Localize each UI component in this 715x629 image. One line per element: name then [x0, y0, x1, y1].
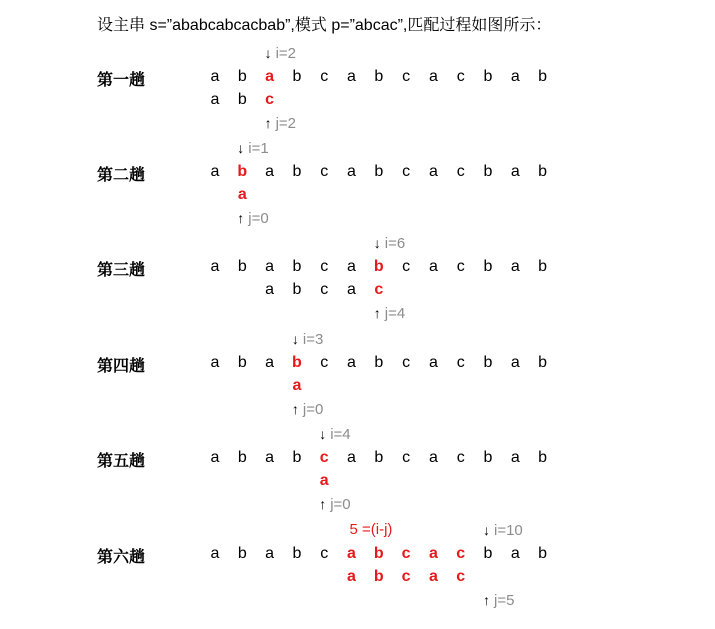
i-marker: [374, 234, 405, 253]
main-char: c: [320, 68, 329, 85]
up-arrow-icon: ↑: [483, 592, 490, 608]
up-arrow-icon: ↑: [237, 210, 245, 226]
j-marker-text: j=0: [248, 210, 269, 227]
main-char: b: [538, 449, 548, 466]
down-arrow-icon: ↓: [264, 45, 272, 61]
main-char: a: [210, 258, 220, 275]
main-char: b: [237, 545, 247, 562]
main-char: c: [402, 449, 411, 466]
main-char: a: [210, 163, 220, 180]
main-char: a: [347, 449, 356, 466]
down-arrow-icon: ↓: [373, 235, 381, 251]
pattern-char: b: [237, 91, 247, 108]
up-arrow-icon: ↑: [319, 496, 327, 512]
j-marker: [483, 591, 514, 610]
i-marker-text: i=2: [275, 45, 297, 62]
pass-label: 第四趟: [97, 358, 146, 375]
j-marker: [237, 209, 268, 228]
main-char: b: [292, 163, 302, 180]
j-marker: [265, 114, 296, 133]
main-char: c: [401, 545, 411, 562]
main-char: c: [456, 258, 465, 275]
main-char: b: [292, 68, 302, 85]
pattern-char: a: [319, 472, 329, 489]
main-char: a: [265, 449, 275, 466]
main-char: b: [483, 258, 493, 275]
main-char: a: [210, 449, 220, 466]
i-marker: [237, 139, 268, 158]
main-char: a: [510, 163, 520, 180]
main-char: c: [319, 449, 329, 466]
main-char: c: [320, 258, 329, 275]
j-marker: [374, 304, 405, 323]
pattern-char: a: [237, 186, 247, 203]
main-char: a: [510, 449, 520, 466]
main-char: c: [402, 354, 411, 371]
pass-label: 第三趟: [97, 262, 146, 279]
main-char: c: [402, 68, 411, 85]
main-char: b: [237, 449, 247, 466]
main-char: a: [265, 68, 275, 85]
j-marker: [292, 400, 323, 419]
i-marker-text: i=6: [384, 235, 406, 252]
pattern-char: a: [347, 281, 356, 298]
main-char: a: [210, 354, 220, 371]
main-char: b: [538, 258, 548, 275]
pattern-char: a: [265, 281, 275, 298]
main-char: b: [538, 545, 548, 562]
pass-label: 第二趟: [97, 167, 146, 184]
main-char: b: [374, 68, 384, 85]
i-marker-text: i=1: [248, 140, 269, 157]
main-char: c: [402, 258, 411, 275]
j-marker-text: j=0: [302, 401, 324, 418]
main-char: b: [538, 68, 548, 85]
main-char: a: [347, 68, 356, 85]
main-char: b: [292, 354, 302, 371]
main-char: b: [374, 354, 384, 371]
i-marker-text: i=10: [494, 522, 523, 539]
main-char: a: [428, 545, 438, 562]
pattern-char: a: [428, 568, 438, 585]
main-char: a: [428, 258, 438, 275]
main-char: c: [456, 449, 465, 466]
main-char: a: [265, 258, 275, 275]
pattern-char: a: [292, 377, 302, 394]
pattern-char: c: [456, 568, 466, 585]
main-char: a: [347, 545, 356, 562]
main-char: a: [510, 258, 520, 275]
main-char: b: [237, 163, 248, 180]
main-char: a: [347, 163, 356, 180]
main-char: b: [292, 449, 302, 466]
i-marker: [483, 521, 523, 540]
main-char: a: [510, 545, 520, 562]
i-marker: [292, 330, 323, 349]
j-marker: [319, 495, 350, 514]
main-char: b: [483, 68, 493, 85]
pattern-char: b: [373, 568, 384, 585]
i-marker-text: i=3: [302, 331, 324, 348]
main-char: b: [483, 354, 493, 371]
j-marker-text: j=4: [384, 305, 406, 322]
j-marker-text: j=2: [275, 115, 297, 132]
down-arrow-icon: ↓: [237, 140, 245, 156]
pass-label: 第五趟: [97, 453, 146, 470]
main-char: c: [320, 545, 329, 562]
main-char: c: [456, 163, 465, 180]
main-char: c: [320, 163, 329, 180]
main-char: b: [483, 449, 493, 466]
main-char: b: [237, 68, 247, 85]
main-char: b: [292, 545, 302, 562]
up-arrow-icon: ↑: [264, 115, 272, 131]
up-arrow-icon: ↑: [291, 401, 299, 417]
main-char: b: [237, 258, 247, 275]
down-arrow-icon: ↓: [319, 426, 327, 442]
main-char: a: [428, 163, 438, 180]
up-arrow-icon: ↑: [373, 305, 381, 321]
main-char: c: [456, 545, 466, 562]
pattern-char: b: [292, 281, 302, 298]
j-marker-text: j=5: [494, 592, 515, 609]
main-char: b: [292, 258, 302, 275]
pattern-char: c: [265, 91, 275, 108]
pattern-char: c: [374, 281, 384, 298]
main-char: c: [402, 163, 411, 180]
pattern-char: a: [347, 568, 356, 585]
down-arrow-icon: ↓: [291, 331, 299, 347]
main-char: a: [347, 354, 356, 371]
main-char: b: [538, 354, 548, 371]
pattern-char: c: [320, 281, 329, 298]
pattern-char: c: [401, 568, 411, 585]
intro-text: 设主串 s=”ababcabcacbab”,模式 p=”abcac”,匹配过程如图所示：: [97, 17, 552, 34]
i-marker: [265, 44, 296, 63]
main-char: a: [210, 545, 220, 562]
main-char: b: [483, 163, 493, 180]
main-char: a: [428, 449, 438, 466]
main-char: b: [373, 258, 384, 275]
main-char: c: [456, 68, 465, 85]
main-char: a: [347, 258, 356, 275]
main-char: b: [538, 163, 548, 180]
main-char: a: [265, 354, 275, 371]
down-arrow-icon: ↓: [483, 522, 490, 538]
main-char: a: [428, 354, 438, 371]
main-char: b: [374, 163, 384, 180]
main-char: a: [210, 68, 220, 85]
pass-label: 第六趟: [97, 549, 146, 566]
offset-note: 5 =(i-j): [349, 521, 393, 538]
main-char: a: [510, 68, 520, 85]
pattern-char: a: [210, 91, 220, 108]
i-marker-text: i=4: [330, 426, 351, 443]
pass-label: 第一趟: [97, 72, 146, 89]
i-marker: [319, 425, 350, 444]
main-char: a: [428, 68, 438, 85]
main-char: c: [320, 354, 329, 371]
j-marker-text: j=0: [330, 496, 351, 513]
main-char: a: [265, 163, 275, 180]
main-char: c: [456, 354, 465, 371]
main-char: b: [237, 354, 247, 371]
main-char: b: [483, 545, 493, 562]
main-char: a: [265, 545, 275, 562]
main-char: a: [510, 354, 520, 371]
main-char: b: [373, 545, 384, 562]
main-char: b: [374, 449, 384, 466]
